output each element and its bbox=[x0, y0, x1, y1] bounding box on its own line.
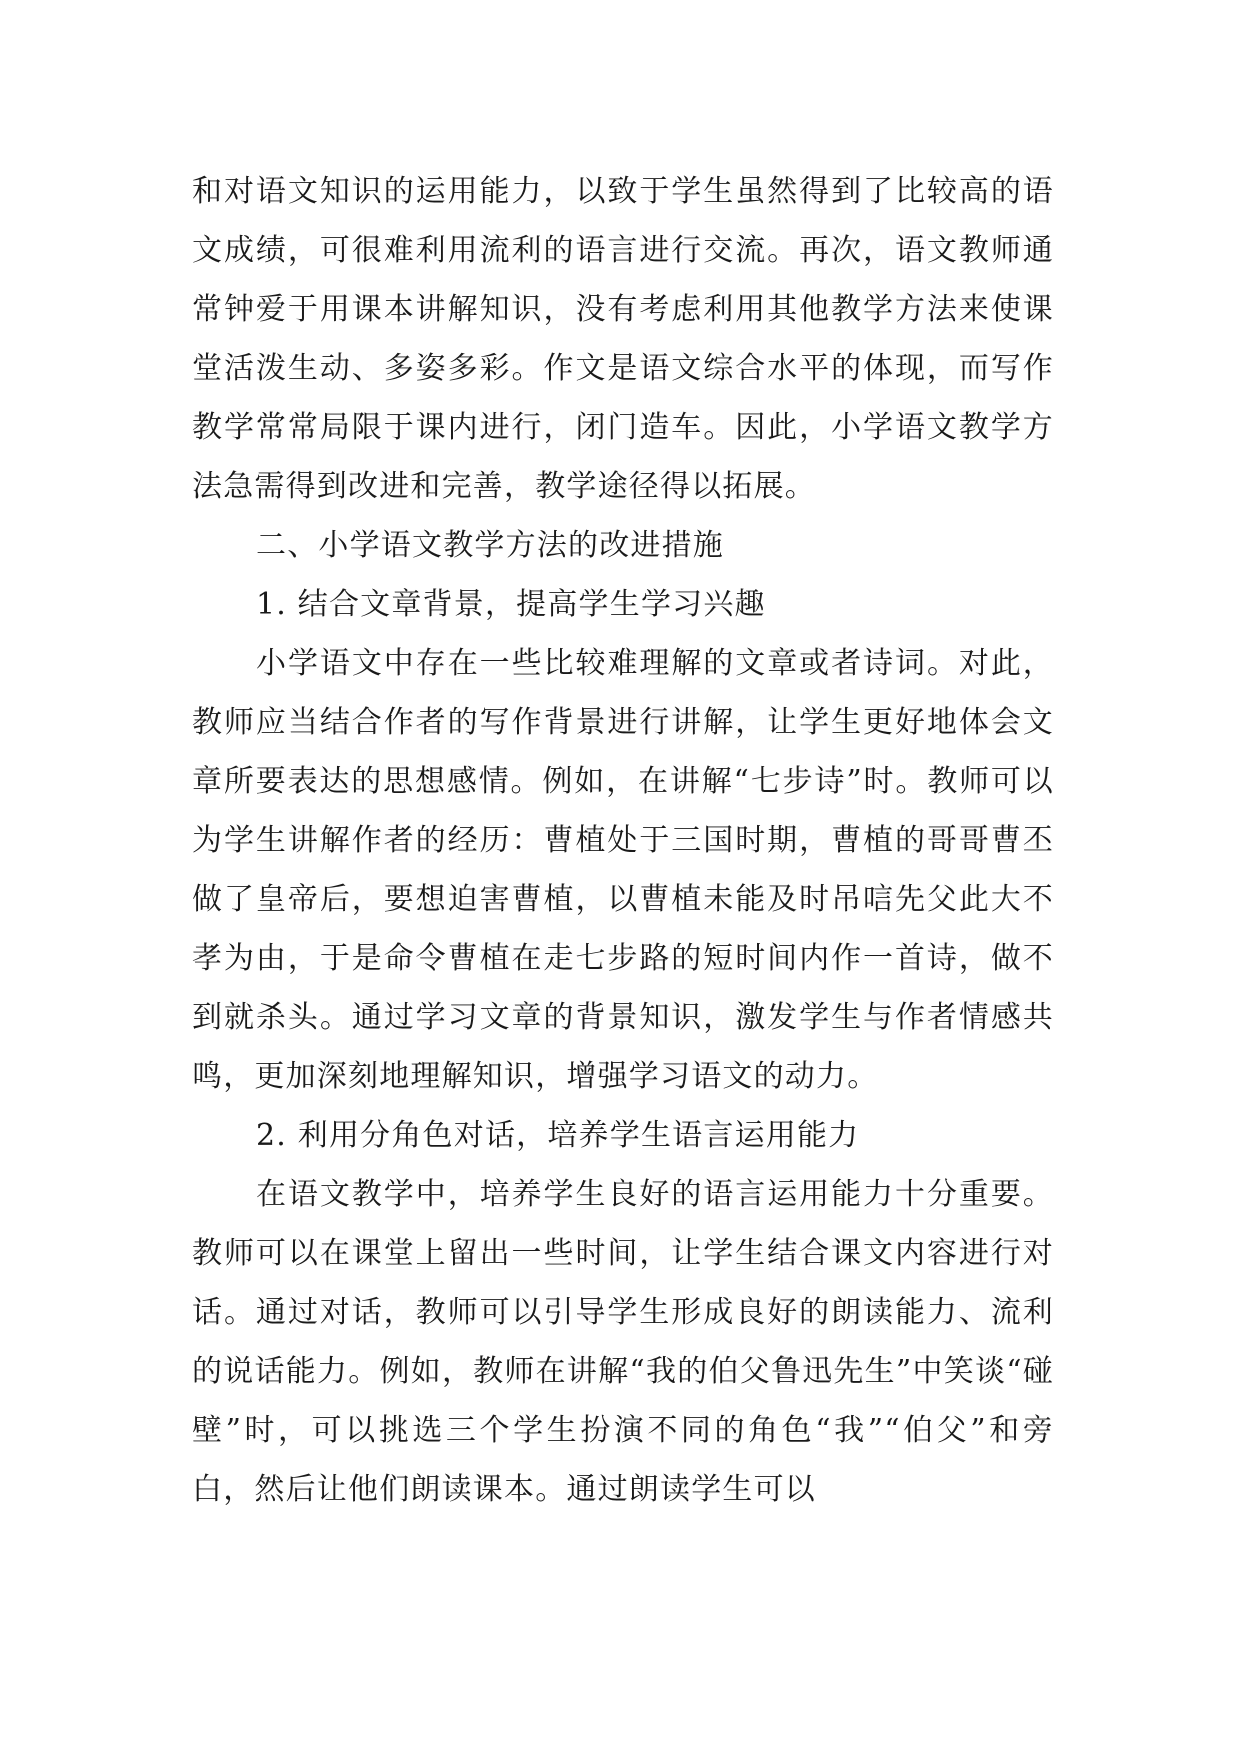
subsection-heading-2: 2. 利用分角色对话，培养学生语言运用能力 bbox=[256, 1118, 860, 1153]
paragraph-dialogue: 在语文教学中，培养学生良好的语言运用能力十分重要。教师可以在课堂上留出一些时间，让学生结合课文内容进行对话。通过对话，教师可以引导学生形成良好的朗读能力、流利的说话能力。例如，教师在讲解“我的伯父鲁迅先生”中笑谈“碰壁”时，可以挑选三个学生扮演不同的角色“我”“伯父”和旁白，然后让他们朗读课本。通过朗读学生可以 bbox=[192, 1177, 1054, 1507]
paragraph-background: 小学语文中存在一些比较难理解的文章或者诗词。对此，教师应当结合作者的写作背景进行讲解，让学生更好地体会文章所要表达的思想感情。例如，在讲解“七步诗”时。教师可以为学生讲解作者的经历：曹植处于三国时期，曹植的哥哥曹丕做了皇帝后，要想迫害曹植，以曹植未能及时吊唁先父此大不孝为由，于是命令曹植在走七步路的短时间内作一首诗，做不到就杀头。通过学习文章的背景知识，激发学生与作者情感共鸣，更加深刻地理解知识，增强学习语文的动力。 bbox=[192, 646, 1054, 1094]
document-body bbox=[192, 162, 1054, 1519]
section-heading: 二、小学语文教学方法的改进措施 bbox=[256, 528, 724, 563]
paragraph-continuation: 和对语文知识的运用能力，以致于学生虽然得到了比较高的语文成绩，可很难利用流利的语言进行交流。再次，语文教师通常钟爱于用课本讲解知识，没有考虑利用其他教学方法来使课堂活泼生动、多姿多彩。作文是语文综合水平的体现，而写作教学常常局限于课内进行，闭门造车。因此，小学语文教学方法急需得到改进和完善，教学途径得以拓展。 bbox=[192, 174, 1054, 504]
subsection-heading-1: 1. 结合文章背景，提高学生学习兴趣 bbox=[256, 587, 766, 622]
